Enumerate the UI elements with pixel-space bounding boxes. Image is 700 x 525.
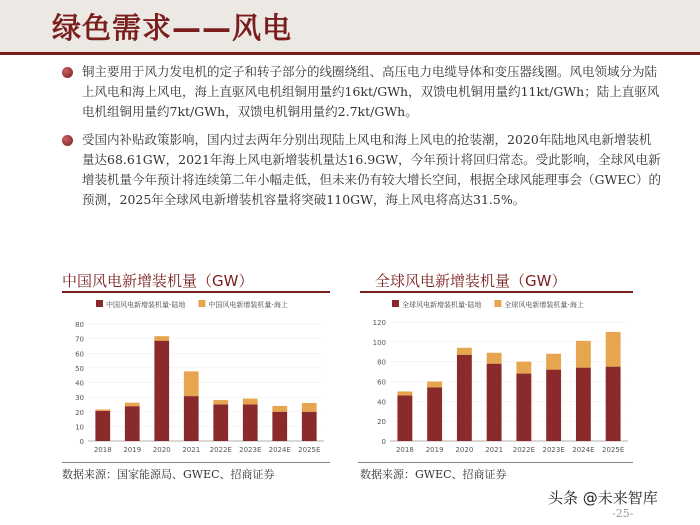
legend-label: 中国风电新增装机量-海上 (208, 301, 288, 309)
bar-segment (576, 368, 591, 441)
x-tick-label: 2022E (209, 446, 232, 454)
bar-segment (427, 387, 442, 441)
bar-segment (576, 341, 591, 368)
bar-segment (516, 374, 531, 441)
bar-segment (457, 355, 472, 441)
bar-segment (184, 371, 199, 396)
bar-segment (95, 411, 110, 441)
y-tick-label: 50 (75, 364, 84, 373)
bar-segment (302, 412, 317, 441)
legend-swatch (198, 300, 205, 307)
bar-segment (397, 395, 412, 441)
bar-segment (397, 391, 412, 395)
page-number: -25- (612, 507, 634, 520)
bullet-dot-icon (62, 67, 73, 78)
legend-label: 中国风电新增装机量-陆地 (106, 301, 186, 309)
bar-segment (125, 406, 140, 441)
y-tick-label: 80 (75, 321, 84, 329)
bar-segment (606, 332, 621, 367)
bar-segment (213, 404, 228, 441)
y-tick-label: 0 (79, 438, 84, 446)
legend-swatch (494, 300, 501, 307)
bar-segment (427, 382, 442, 388)
bar-segment (154, 341, 169, 441)
bullet-item (62, 130, 662, 210)
y-tick-label: 0 (381, 438, 386, 446)
bullet-text: 受国内补贴政策影响，国内过去两年分别出现陆上风电和海上风电的抢装潮，2020年陆地风电新增装机量达68.61GW，2021年海上风电新增装机量达16.9GW，今年预计将回归常态。受此影响，全球风电新增装机量今年预计将连续第二年小幅走低，但未来仍有较大增长空间，根据全球风能理事会（GWEC）的预测，2025年全球风电新增装机容量将突破110GW，海上风电将高达31.5%。 (82, 132, 662, 207)
x-tick-label: 2018 (93, 446, 112, 454)
bar-segment (546, 370, 561, 441)
x-tick-label: 2019 (425, 446, 444, 454)
bullet-text: 铜主要用于风力发电机的定子和转子部分的线圈绕组、高压电力电缆导体和变压器线圈。风电领域分为陆上风电和海上风电，海上直驱风电机组铜用量约16kt/GWh，双馈电机铜用量约11kt/GWh；陆上直驱风电机组铜用量约7kt/GWh，双馈电机铜用量约2.7kt/GWh。 (82, 64, 660, 119)
x-tick-label: 2022E (512, 446, 535, 454)
x-tick-label: 2018 (395, 446, 414, 454)
bullet-item (62, 62, 662, 122)
china-chart-title: 中国风电新增装机量（GW） (62, 272, 254, 290)
legend-label: 全球风电新增装机量-陆地 (402, 301, 482, 309)
china-chart-source: 数据来源：国家能源局、GWEC、招商证券 (62, 468, 275, 481)
global-chart-title: 全球风电新增装机量（GW） (375, 272, 567, 290)
bar-segment (243, 399, 258, 405)
x-tick-label: 2021 (485, 446, 504, 454)
bar-segment (272, 406, 287, 412)
page-title: 绿色需求——风电 (52, 11, 293, 45)
bar-segment (606, 367, 621, 441)
china-source-divider (62, 462, 330, 463)
china-wind-chart (62, 296, 330, 461)
global-chart-divider (360, 291, 633, 293)
x-tick-label: 2020 (455, 446, 474, 454)
y-tick-label: 40 (75, 379, 84, 388)
global-wind-chart (358, 296, 633, 461)
y-tick-label: 60 (377, 378, 386, 387)
y-tick-label: 70 (75, 335, 84, 344)
legend-swatch (96, 300, 103, 307)
bullet-list (62, 62, 662, 218)
bar-segment (457, 348, 472, 355)
bar-segment (272, 412, 287, 441)
watermark: 头条 @未来智库 (548, 489, 658, 507)
x-tick-label: 2024E (268, 446, 291, 454)
bar-segment (154, 336, 169, 341)
y-tick-label: 120 (372, 319, 386, 327)
global-source-divider (358, 462, 633, 463)
y-tick-label: 20 (377, 418, 386, 427)
bar-segment (302, 403, 317, 412)
bar-segment (487, 364, 502, 441)
x-tick-label: 2021 (182, 446, 201, 454)
y-tick-label: 10 (75, 423, 84, 432)
bar-segment (125, 403, 140, 407)
legend-label: 全球风电新增装机量-海上 (504, 301, 584, 309)
x-tick-label: 2023E (239, 446, 262, 454)
bar-segment (213, 400, 228, 404)
x-tick-label: 2025E (298, 446, 321, 454)
y-tick-label: 100 (372, 338, 386, 347)
x-tick-label: 2024E (572, 446, 595, 454)
bar-segment (546, 354, 561, 370)
y-tick-label: 80 (377, 358, 386, 367)
y-tick-label: 60 (75, 350, 84, 359)
bar-segment (243, 404, 258, 441)
x-tick-label: 2023E (542, 446, 565, 454)
y-tick-label: 40 (377, 398, 386, 407)
title-divider (0, 52, 700, 55)
bullet-dot-icon (62, 135, 73, 146)
bar-segment (487, 353, 502, 364)
x-tick-label: 2019 (123, 446, 142, 454)
bar-segment (184, 396, 199, 441)
y-tick-label: 20 (75, 408, 84, 417)
legend-swatch (392, 300, 399, 307)
global-chart-source: 数据来源：GWEC、招商证券 (360, 468, 507, 481)
y-tick-label: 30 (75, 394, 84, 403)
x-tick-label: 2025E (602, 446, 625, 454)
bar-segment (516, 362, 531, 374)
china-chart-divider (62, 291, 330, 293)
x-tick-label: 2020 (152, 446, 171, 454)
bar-segment (95, 409, 110, 410)
